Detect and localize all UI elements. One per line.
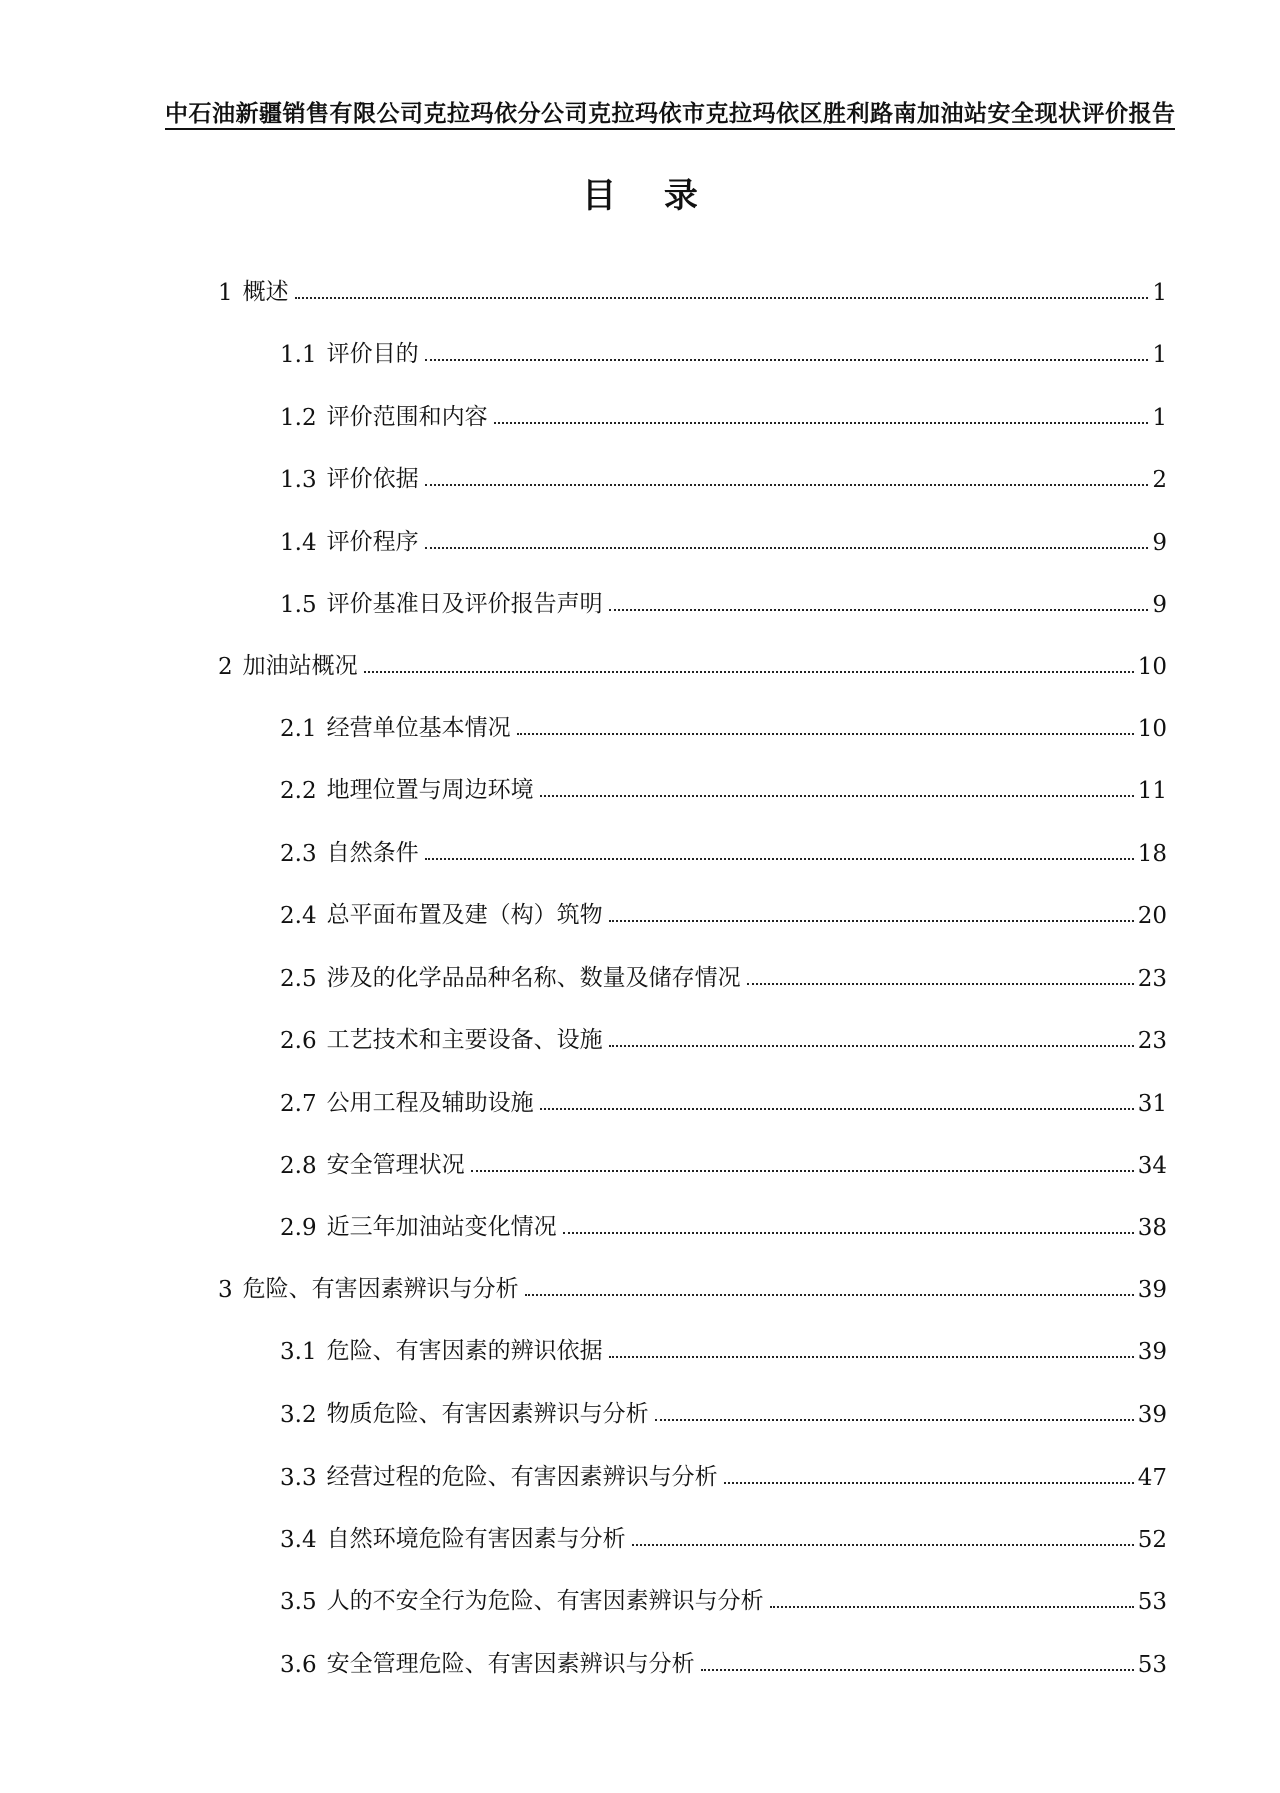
- toc-entry-text: 近三年加油站变化情况: [326, 1214, 557, 1240]
- toc-entry[interactable]: [280, 584, 1167, 618]
- toc-entry-page: 2: [1152, 467, 1167, 493]
- toc-entry-text: 危险、有害因素辨识与分析: [242, 1276, 519, 1302]
- toc-entry[interactable]: [280, 1581, 1167, 1615]
- toc-entry-text: 评价范围和内容: [326, 404, 488, 430]
- dot-leader: [563, 1232, 1134, 1234]
- toc-entry-text: 评价程序: [326, 529, 419, 555]
- dot-leader: [609, 1356, 1134, 1358]
- toc-entry-number: 3.3: [280, 1465, 317, 1491]
- dot-leader: [425, 359, 1149, 361]
- toc-entry-page: 1: [1152, 405, 1167, 431]
- dot-leader: [701, 1669, 1134, 1671]
- running-header: 中石油新疆销售有限公司克拉玛依分公司克拉玛依市克拉玛依区胜利路南加油站安全现状评价报告: [165, 100, 1176, 127]
- toc-entry-number: 2.5: [280, 966, 317, 992]
- toc-entry-number: 2: [218, 654, 233, 680]
- dot-leader: [540, 795, 1134, 797]
- toc-entry[interactable]: [218, 272, 1167, 306]
- dot-leader: [655, 1419, 1134, 1421]
- toc-entry-number: 2.1: [280, 716, 317, 742]
- toc-entry[interactable]: [280, 1207, 1167, 1241]
- dot-leader: [425, 547, 1149, 549]
- header-rule: [165, 128, 1175, 130]
- toc-entry-page: 11: [1137, 778, 1167, 804]
- toc-entry-text: 总平面布置及建（构）筑物: [326, 902, 603, 928]
- toc-entry[interactable]: [280, 958, 1167, 992]
- toc-entry-text: 经营单位基本情况: [326, 715, 511, 741]
- toc-entry-page: 53: [1137, 1652, 1167, 1678]
- toc-title: 目 录: [582, 176, 716, 216]
- dot-leader: [724, 1482, 1134, 1484]
- toc-entry-page: 23: [1137, 1028, 1167, 1054]
- toc-entry[interactable]: [218, 646, 1167, 680]
- toc-entry-text: 自然条件: [326, 840, 419, 866]
- toc-entry-number: 3.5: [280, 1589, 317, 1615]
- toc-entry[interactable]: [280, 1519, 1167, 1553]
- toc-entry-text: 公用工程及辅助设施: [326, 1090, 534, 1116]
- toc-entry-number: 2.4: [280, 903, 317, 929]
- toc-entry-text: 加油站概况: [242, 653, 358, 679]
- dot-leader: [494, 422, 1149, 424]
- toc-entry-page: 39: [1137, 1277, 1167, 1303]
- dot-leader: [770, 1606, 1134, 1608]
- toc-entry-number: 2.7: [280, 1091, 317, 1117]
- toc-entry-page: 34: [1137, 1153, 1167, 1179]
- toc-entry-page: 20: [1137, 903, 1167, 929]
- toc-entry[interactable]: [280, 1394, 1167, 1428]
- dot-leader: [425, 484, 1149, 486]
- toc-entry[interactable]: [280, 459, 1167, 493]
- toc-entry-number: 1.3: [280, 467, 317, 493]
- dot-leader: [747, 983, 1134, 985]
- toc-entry[interactable]: [280, 1644, 1167, 1678]
- toc-entry[interactable]: [280, 397, 1167, 431]
- toc-entry-page: 53: [1137, 1589, 1167, 1615]
- toc-entry[interactable]: [280, 833, 1167, 867]
- dot-leader: [609, 609, 1149, 611]
- toc-entry-number: 3: [218, 1277, 233, 1303]
- toc-entry-number: 1: [218, 280, 233, 306]
- toc-entry-page: 39: [1137, 1402, 1167, 1428]
- toc-entry-text: 自然环境危险有害因素与分析: [326, 1526, 626, 1552]
- toc-entry-number: 1.2: [280, 405, 317, 431]
- toc-entry-number: 1.5: [280, 592, 317, 618]
- toc-entry[interactable]: [280, 1145, 1167, 1179]
- toc-entry[interactable]: [280, 1020, 1167, 1054]
- toc-entry[interactable]: [280, 1083, 1167, 1117]
- toc-entry-text: 评价目的: [326, 341, 419, 367]
- toc-entry-number: 3.1: [280, 1339, 317, 1365]
- toc-entry-text: 概述: [242, 279, 289, 305]
- dot-leader: [609, 920, 1134, 922]
- toc-entry-text: 物质危险、有害因素辨识与分析: [326, 1401, 649, 1427]
- toc-entry[interactable]: [218, 1269, 1167, 1303]
- toc-entry-text: 评价依据: [326, 466, 419, 492]
- toc-entry-page: 9: [1152, 530, 1167, 556]
- toc-entry-page: 31: [1137, 1091, 1167, 1117]
- toc-entry[interactable]: [280, 895, 1167, 929]
- toc-entry-text: 评价基准日及评价报告声明: [326, 591, 603, 617]
- toc-entry-text: 人的不安全行为危险、有害因素辨识与分析: [326, 1588, 764, 1614]
- dot-leader: [632, 1544, 1134, 1546]
- toc-entry-number: 2.9: [280, 1215, 317, 1241]
- dot-leader: [609, 1045, 1134, 1047]
- toc-entry-text: 安全管理危险、有害因素辨识与分析: [326, 1651, 695, 1677]
- toc-entry-page: 1: [1152, 342, 1167, 368]
- toc-entry-page: 52: [1137, 1527, 1167, 1553]
- toc-entry-page: 1: [1152, 280, 1167, 306]
- toc-entry-number: 2.8: [280, 1153, 317, 1179]
- toc-entry-text: 危险、有害因素的辨识依据: [326, 1338, 603, 1364]
- toc-entry-number: 3.4: [280, 1527, 317, 1553]
- dot-leader: [471, 1170, 1134, 1172]
- toc-entry-text: 安全管理状况: [326, 1152, 465, 1178]
- toc-entry-page: 18: [1137, 841, 1167, 867]
- toc-entry[interactable]: [280, 1457, 1167, 1491]
- toc-entry-page: 39: [1137, 1339, 1167, 1365]
- dot-leader: [525, 1294, 1134, 1296]
- toc-entry[interactable]: [280, 522, 1167, 556]
- toc-entry-number: 2.3: [280, 841, 317, 867]
- toc-entry-page: 10: [1137, 654, 1167, 680]
- toc-entry-number: 2.2: [280, 778, 317, 804]
- toc-entry-number: 3.6: [280, 1652, 317, 1678]
- toc-entry[interactable]: [280, 1331, 1167, 1365]
- toc-entry-page: 23: [1137, 966, 1167, 992]
- dot-leader: [425, 858, 1134, 860]
- toc-entry-page: 9: [1152, 592, 1167, 618]
- toc-entry-page: 47: [1137, 1465, 1167, 1491]
- toc-entry-number: 2.6: [280, 1028, 317, 1054]
- dot-leader: [540, 1108, 1134, 1110]
- toc-entry-number: 1.1: [280, 342, 317, 368]
- toc-entry-text: 工艺技术和主要设备、设施: [326, 1027, 603, 1053]
- toc-entry[interactable]: [280, 334, 1167, 368]
- toc-entry-text: 经营过程的危险、有害因素辨识与分析: [326, 1464, 718, 1490]
- toc-entry-page: 38: [1137, 1215, 1167, 1241]
- dot-leader: [364, 671, 1134, 673]
- toc-entry[interactable]: [280, 770, 1167, 804]
- toc-entry-page: 10: [1137, 716, 1167, 742]
- toc-entry-text: 地理位置与周边环境: [326, 777, 534, 803]
- dot-leader: [517, 733, 1134, 735]
- toc-entry-number: 3.2: [280, 1402, 317, 1428]
- dot-leader: [295, 297, 1149, 299]
- toc-entry[interactable]: [280, 708, 1167, 742]
- toc-entry-text: 涉及的化学品品种名称、数量及储存情况: [326, 965, 741, 991]
- toc-entry-number: 1.4: [280, 530, 317, 556]
